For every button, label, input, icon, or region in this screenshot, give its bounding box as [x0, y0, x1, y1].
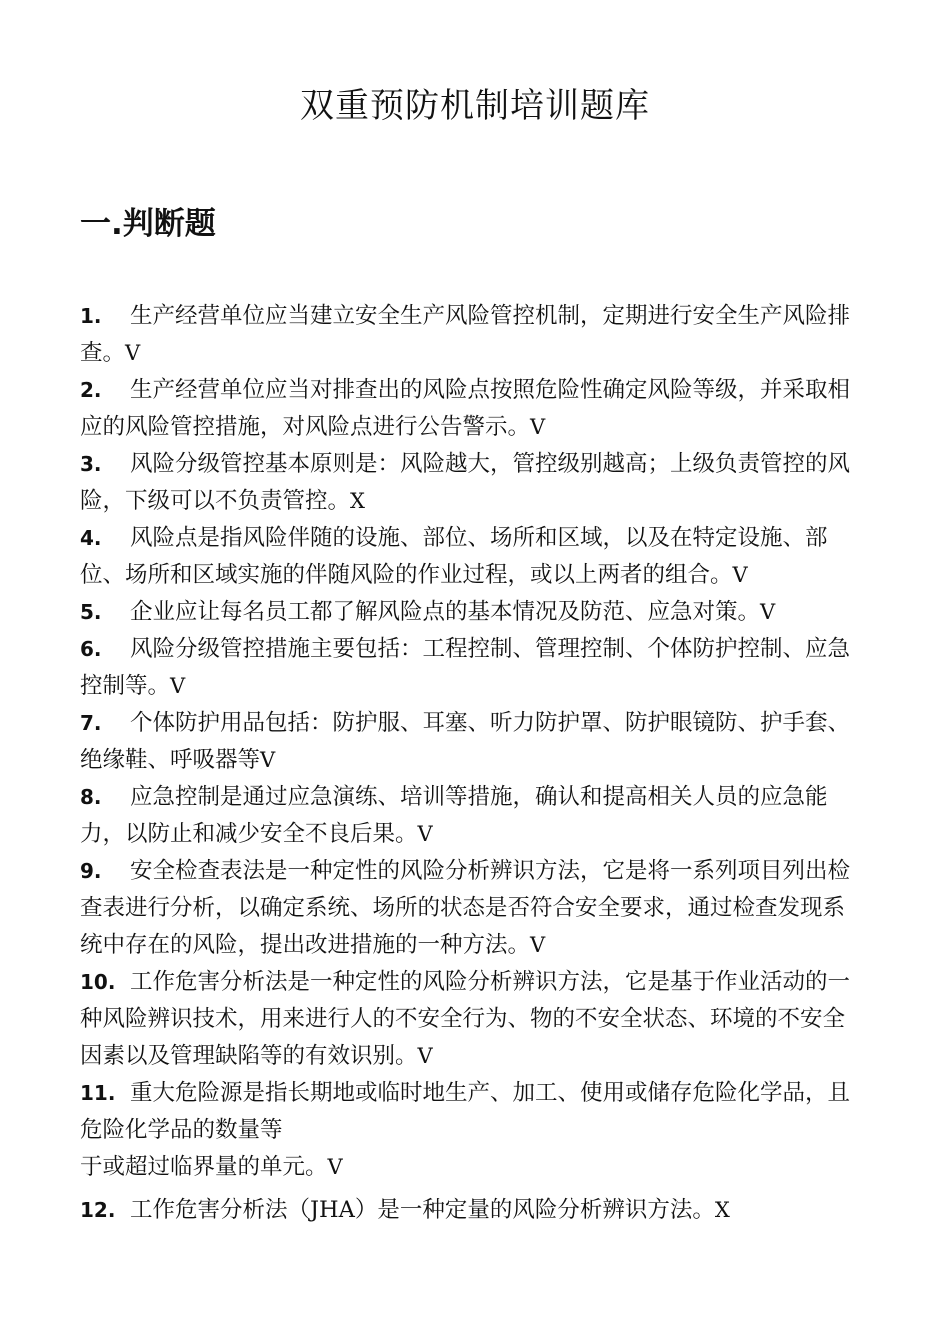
answer-mark: V: [125, 341, 141, 365]
question-item: [80, 446, 860, 520]
question-number: 8.: [80, 785, 102, 809]
question-number: 2.: [80, 378, 102, 402]
question-text: 工作危害分析法是一种定性的风险分析辨识方法，它是基于作业活动的一种风险辨识技术，用来进行人的不安全行为、物的不安全状态、环境的不安全因素以及管理缺陷等的有效识别。: [80, 969, 851, 1069]
question-item: [80, 520, 860, 594]
question-number: 12.: [80, 1198, 116, 1222]
question-text: 重大危险源是指长期地或临时地生产、加工、使用或储存危险化学品，且危险化学品的数量等: [80, 1080, 851, 1143]
question-item: [80, 631, 860, 705]
question-item: [80, 1192, 860, 1229]
question-item: [80, 372, 860, 446]
section-heading: 一.判断题: [80, 206, 216, 242]
question-item: [80, 964, 860, 1075]
question-text: 生产经营单位应当建立安全生产风险管控机制，定期进行安全生产风险排查。: [80, 303, 851, 366]
question-item: [80, 298, 860, 372]
answer-mark: V: [327, 1155, 343, 1179]
question-number: 7.: [80, 711, 102, 735]
answer-mark: V: [260, 748, 276, 772]
question-text: 生产经营单位应当对排查出的风险点按照危险性确定风险等级，并采取相应的风险管控措施，对风险点进行公告警示。: [80, 377, 851, 440]
question-text: 个体防护用品包括：防护服、耳塞、听力防护罩、防护眼镜防、护手套、绝缘鞋、呼吸器等: [80, 710, 851, 773]
question-item: [80, 779, 860, 853]
question-text-continued: 于或超过临界量的单元。: [80, 1154, 328, 1180]
question-number: 10.: [80, 970, 116, 994]
answer-mark: V: [530, 933, 546, 957]
question-text: 风险点是指风险伴随的设施、部位、场所和区域，以及在特定设施、部位、场所和区域实施的伴随风险的作业过程，或以上两者的组合。: [80, 525, 828, 588]
answer-mark: V: [760, 600, 776, 624]
question-number: 6.: [80, 637, 102, 661]
question-item: [80, 1075, 860, 1186]
answer-mark: X: [714, 1198, 730, 1222]
document-title: 双重预防机制培训题库: [300, 86, 650, 126]
question-number: 9.: [80, 859, 102, 883]
answer-mark: V: [732, 563, 748, 587]
question-text: 企业应让每名员工都了解风险点的基本情况及防范、应急对策。: [130, 599, 761, 625]
question-item: [80, 705, 860, 779]
question-list: [80, 298, 860, 1229]
answer-mark: V: [530, 415, 546, 439]
answer-mark: V: [170, 674, 186, 698]
question-text: 工作危害分析法（JHA）是一种定量的风险分析辨识方法。: [130, 1197, 715, 1223]
answer-mark: V: [417, 822, 433, 846]
question-text: 风险分级管控措施主要包括：工程控制、管理控制、个体防护控制、应急控制等。: [80, 636, 851, 699]
question-number: 3.: [80, 452, 102, 476]
question-number: 1.: [80, 304, 102, 328]
question-number: 4.: [80, 526, 102, 550]
answer-mark: X: [350, 489, 365, 513]
question-text: 应急控制是通过应急演练、培训等措施，确认和提高相关人员的应急能力，以防止和减少安全不良后果。: [80, 784, 828, 847]
question-number: 11.: [80, 1081, 116, 1105]
question-text: 风险分级管控基本原则是：风险越大，管控级别越高；上级负责管控的风险，下级可以不负责管控。: [80, 451, 851, 514]
question-text: 安全检查表法是一种定性的风险分析辨识方法，它是将一系列项目列出检查表进行分析，以确定系统、场所的状态是否符合安全要求，通过检查发现系统中存在的风险，提出改进措施的一种方法。: [80, 858, 851, 958]
question-number: 5.: [80, 600, 102, 624]
question-item: [80, 853, 860, 964]
question-item: [80, 594, 860, 631]
answer-mark: V: [417, 1044, 433, 1068]
